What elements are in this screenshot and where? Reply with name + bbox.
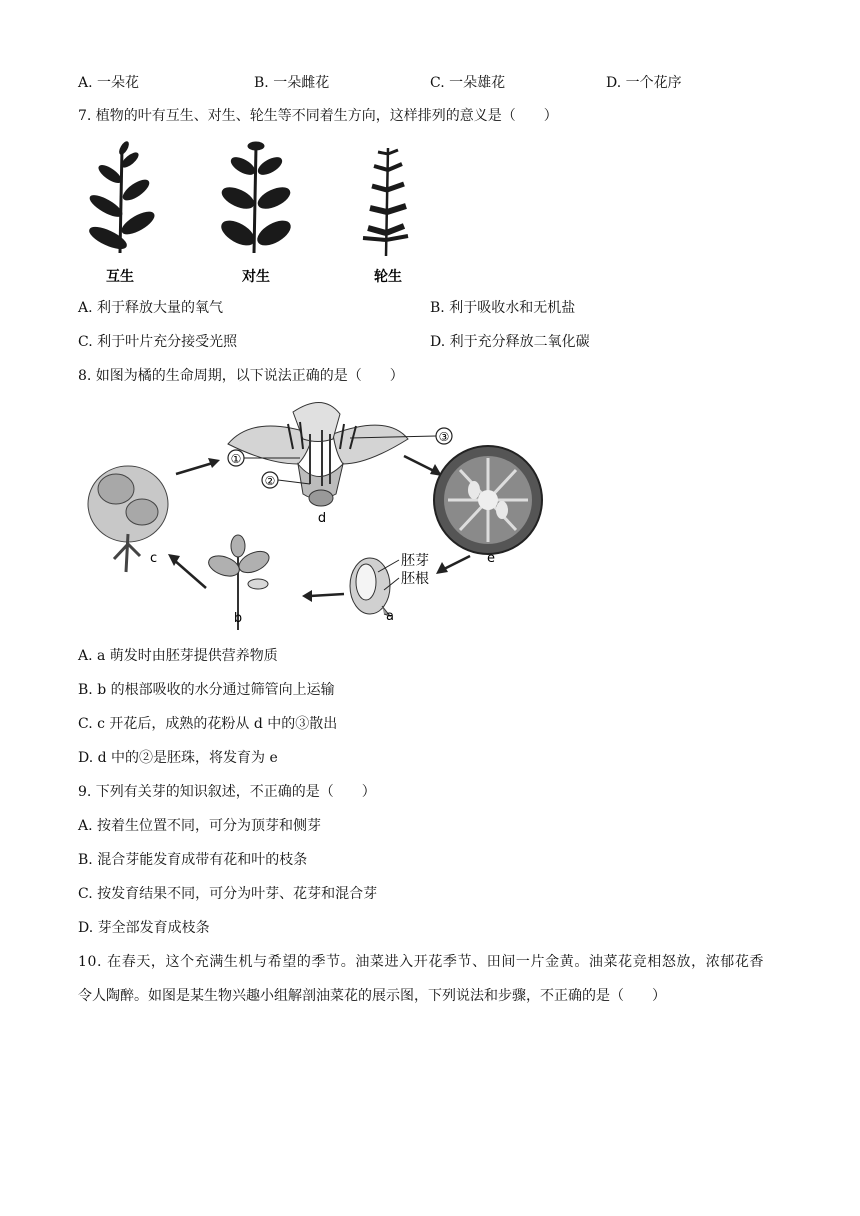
arrow-flower-to-fruit xyxy=(404,456,436,472)
seed-illustration xyxy=(350,558,390,616)
q8-option-d: D. d 中的②是胚珠，将发育为 e xyxy=(78,750,278,766)
q7-option-c: C. 利于叶片充分接受光照 xyxy=(78,334,238,350)
arrow-seedling-to-tree xyxy=(174,560,206,588)
alternate-label: 互生 xyxy=(106,269,134,285)
label-a: a xyxy=(386,609,394,624)
q7-option-d: D. 利于充分释放二氧化碳 xyxy=(430,334,590,350)
q6-option-c: C. 一朵雄花 xyxy=(430,75,506,91)
arrow-seed-to-seedling xyxy=(310,594,344,596)
flower-illustration xyxy=(228,402,408,506)
q9-stem: 9. 下列有关芽的知识叙述，不正确的是（ ） xyxy=(78,784,376,800)
label-d: d xyxy=(317,511,327,526)
q6-option-b: B. 一朵雌花 xyxy=(254,75,330,91)
whorled-label: 轮生 xyxy=(374,269,402,285)
q10-stem-line2: 令人陶醉。如图是某生物兴趣小组解剖油菜花的展示图，下列说法和步骤，不正确的是（ ） xyxy=(78,988,666,1004)
whorled-leaf-illustration xyxy=(363,148,408,256)
label-2: ② xyxy=(264,474,276,488)
citrus-life-cycle-figure xyxy=(78,394,558,630)
q8-option-c: C. c 开花后，成熟的花粉从 d 中的③散出 xyxy=(78,716,338,732)
embryo-bud-label: 胚芽 xyxy=(401,553,429,569)
q6-option-a: A. 一朵花 xyxy=(78,75,140,91)
label-3: ③ xyxy=(438,430,450,444)
arrow-tree-to-flower xyxy=(176,462,216,474)
q9-option-c: C. 按发育结果不同，可分为叶芽、花芽和混合芽 xyxy=(78,886,378,902)
q8-stem: 8. 如图为橘的生命周期，以下说法正确的是（ ） xyxy=(78,368,404,384)
q9-option-d: D. 芽全部发育成枝条 xyxy=(78,920,210,936)
radicle-label: 胚根 xyxy=(401,571,429,587)
label-b: b xyxy=(233,611,243,626)
q8-option-b: B. b 的根部吸收的水分通过筛管向上运输 xyxy=(78,682,335,698)
alternate-leaf-illustration xyxy=(87,140,157,253)
q9-option-b: B. 混合芽能发育成带有花和叶的枝条 xyxy=(78,852,308,868)
q7-option-b: B. 利于吸收水和无机盐 xyxy=(430,300,576,316)
q9-option-a: A. 按着生位置不同，可分为顶芽和侧芽 xyxy=(78,818,322,834)
fruit-cross-section-illustration xyxy=(434,446,542,554)
q8-option-a: A. a 萌发时由胚芽提供营养物质 xyxy=(78,648,278,664)
label-e: e xyxy=(487,551,495,566)
opposite-leaf-illustration xyxy=(218,142,294,253)
leaf-arrangement-figure xyxy=(78,138,438,288)
q6-option-d: D. 一个花序 xyxy=(606,75,682,91)
q7-stem: 7. 植物的叶有互生、对生、轮生等不同着生方向，这样排列的意义是（ ） xyxy=(78,108,558,124)
arrow-fruit-to-seed xyxy=(442,556,470,570)
q10-stem-line1: 10. 在春天，这个充满生机与希望的季节。油菜进入开花季节、田间一片金黄。油菜花竞相怒放，浓郁花香 xyxy=(78,954,765,970)
opposite-label: 对生 xyxy=(242,269,270,285)
label-c: c xyxy=(150,551,158,566)
q7-option-a: A. 利于释放大量的氧气 xyxy=(78,300,224,316)
label-1: ① xyxy=(230,452,242,466)
